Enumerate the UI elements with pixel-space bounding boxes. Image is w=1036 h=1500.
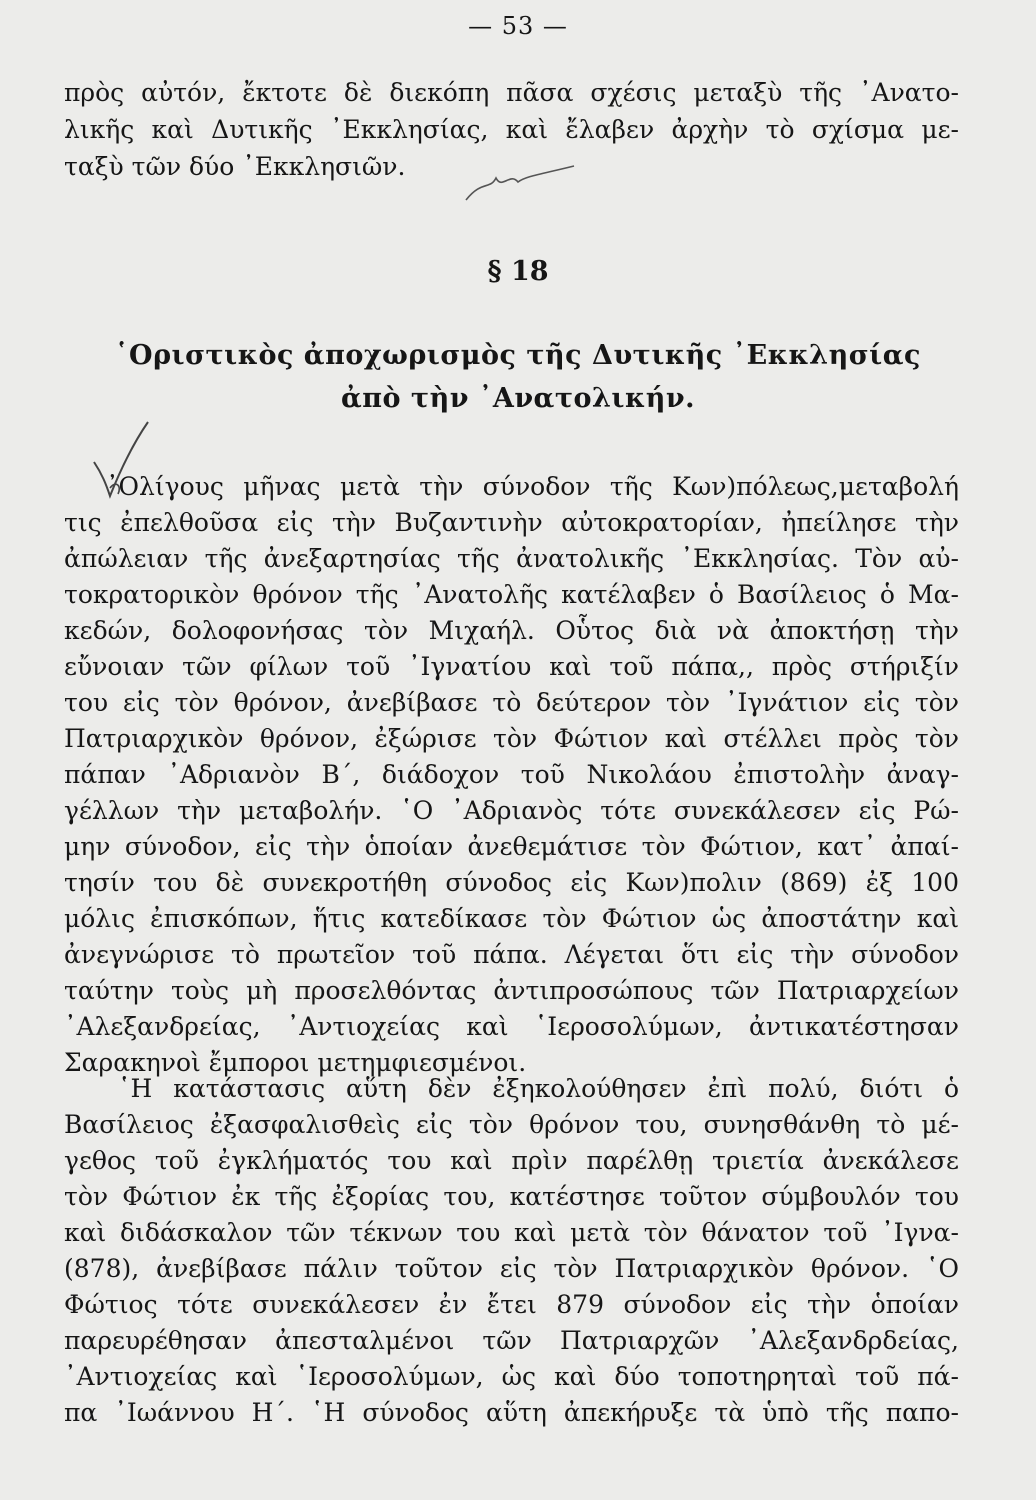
text-line: ταύτην τοὺς μὴ προσελθόντας ἀντιπροσώπους τῶν Πατριαρχείων: [64, 976, 959, 1005]
text-line: τὸν Φώτιον ἐκ τῆς ἐξορίας του, κατέστησε τοῦτον σύμβουλόν του: [64, 1182, 959, 1211]
text-line: τοκρατορικὸν θρόνον τῆς ᾿Ανατολῆς κατέλαβεν ὁ Βασίλειος ὁ Μα-: [64, 580, 959, 609]
text-line: ἀπώλειαν τῆς ἀνεξαρτησίας τῆς ἀνατολικῆς ᾿Εκκλησίας. Τὸν αὐ-: [64, 544, 959, 573]
pencil-scribble-mark: [462, 160, 582, 210]
text-line: γέλλων τὴν μεταβολήν. ῾Ο ᾿Αδριανὸς τότε συνεκάλεσεν εἰς Ρώ-: [64, 796, 959, 825]
text-line: μόλις ἐπισκόπων, ἥτις κατεδίκασε τὸν Φώτιον ὡς ἀποστάτην καὶ: [64, 904, 959, 933]
text-line: Φώτιος τότε συνεκάλεσεν ἐν ἔτει 879 σύνοδον εἰς τὴν ὁποίαν: [64, 1290, 959, 1319]
text-line: (878), ἀνεβίβασε πάλιν τοῦτον εἰς τὸν Πατριαρχικὸν θρόνον. ῾Ο: [64, 1254, 959, 1283]
page-number: — 53 —: [468, 12, 568, 40]
text-line: ταξὺ τῶν δύο ᾿Εκκλησιῶν.: [64, 152, 406, 181]
text-line: πα ᾿Ιωάννου Η΄. ῾Η σύνοδος αὕτη ἀπεκήρυξε τὰ ὑπὸ τῆς παπο-: [64, 1398, 959, 1427]
text-line: εὔνοιαν τῶν φίλων τοῦ ᾿Ιγνατίου καὶ τοῦ πάπα,, πρὸς στήριξίν: [64, 652, 959, 681]
text-line: Βασίλειος ἐξασφαλισθεὶς εἰς τὸν θρόνον του, συνησθάνθη τὸ μέ-: [64, 1110, 959, 1139]
text-line: Σαρακηνοὶ ἔμποροι μετημφιεσμένοι.: [64, 1048, 527, 1077]
text-line: καὶ διδάσκαλον τῶν τέκνων του καὶ μετὰ τὸν θάνατον τοῦ ᾿Ιγνα-: [64, 1218, 959, 1247]
text-line: τησίν του δὲ συνεκροτήθη σύνοδος εἰς Κων)πολιν (869) ἐξ 100: [64, 868, 959, 897]
section-heading-line: ἀπὸ τὴν ᾿Ανατολικήν.: [340, 383, 695, 414]
text-line: ᾿Αντιοχείας καὶ ῾Ιεροσολύμων, ὡς καὶ δύο τοποτηρηταὶ τοῦ πά-: [64, 1362, 959, 1391]
text-line: πρὸς αὐτόν, ἔκτοτε δὲ διεκόπη πᾶσα σχέσις μεταξὺ τῆς ᾿Ανατο-: [64, 78, 959, 107]
text-line: γεθος τοῦ ἐγκλήματός του καὶ πρὶν παρέλθῃ τριετία ἀνεκάλεσε: [64, 1146, 959, 1175]
text-line: του εἰς τὸν θρόνον, ἀνεβίβασε τὸ δεύτερον τὸν ᾿Ιγνάτιον εἰς τὸν: [64, 688, 959, 717]
section-heading-line: ῾Οριστικὸς ἀποχωρισμὸς τῆς Δυτικῆς ᾿Εκκλησίας: [115, 340, 921, 371]
text-line: ῾Η κατάστασις αὕτη δὲν ἐξηκολούθησεν ἐπὶ πολύ, διότι ὁ: [118, 1074, 959, 1103]
text-line: παρευρέθησαν ἀπεσταλμένοι τῶν Πατριαρχῶν ᾿Αλεξανδρδείας,: [64, 1326, 959, 1355]
text-line: ᾿Αλεξανδρείας, ᾿Αντιοχείας καὶ ῾Ιεροσολύμων, ἀντικατέστησαν: [64, 1012, 959, 1041]
text-line: Πατριαρχικὸν θρόνον, ἐξώρισε τὸν Φώτιον καὶ στέλλει πρὸς τὸν: [64, 724, 959, 753]
text-line: πάπαν ᾿Αδριανὸν Β΄, διάδοχον τοῦ Νικολάου ἐπιστολὴν ἀναγ-: [64, 760, 959, 789]
text-line: κεδών, δολοφονήσας τὸν Μιχαήλ. Οὗτος διὰ νὰ ἀποκτήσῃ τὴν: [64, 616, 959, 645]
text-line: ἀνεγνώρισε τὸ πρωτεῖον τοῦ πάπα. Λέγεται ὅτι εἰς τὴν σύνοδον: [64, 940, 959, 969]
text-line: λικῆς καὶ Δυτικῆς ᾿Εκκλησίας, καὶ ἔλαβεν ἀρχὴν τὸ σχίσμα με-: [64, 115, 959, 144]
text-line: μην σύνοδον, εἰς τὴν ὁποίαν ἀνεθεμάτισε τὸν Φώτιον, κατ᾿ ἀπαί-: [64, 832, 959, 861]
section-number: § 18: [487, 256, 549, 287]
text-line: τις ἐπελθοῦσα εἰς τὴν Βυζαντινὴν αὐτοκρατορίαν, ἠπείλησε τὴν: [64, 508, 959, 537]
text-line: ᾿Ολίγους μῆνας μετὰ τὴν σύνοδον τῆς Κων)πόλεως,μεταβολή: [106, 472, 959, 501]
